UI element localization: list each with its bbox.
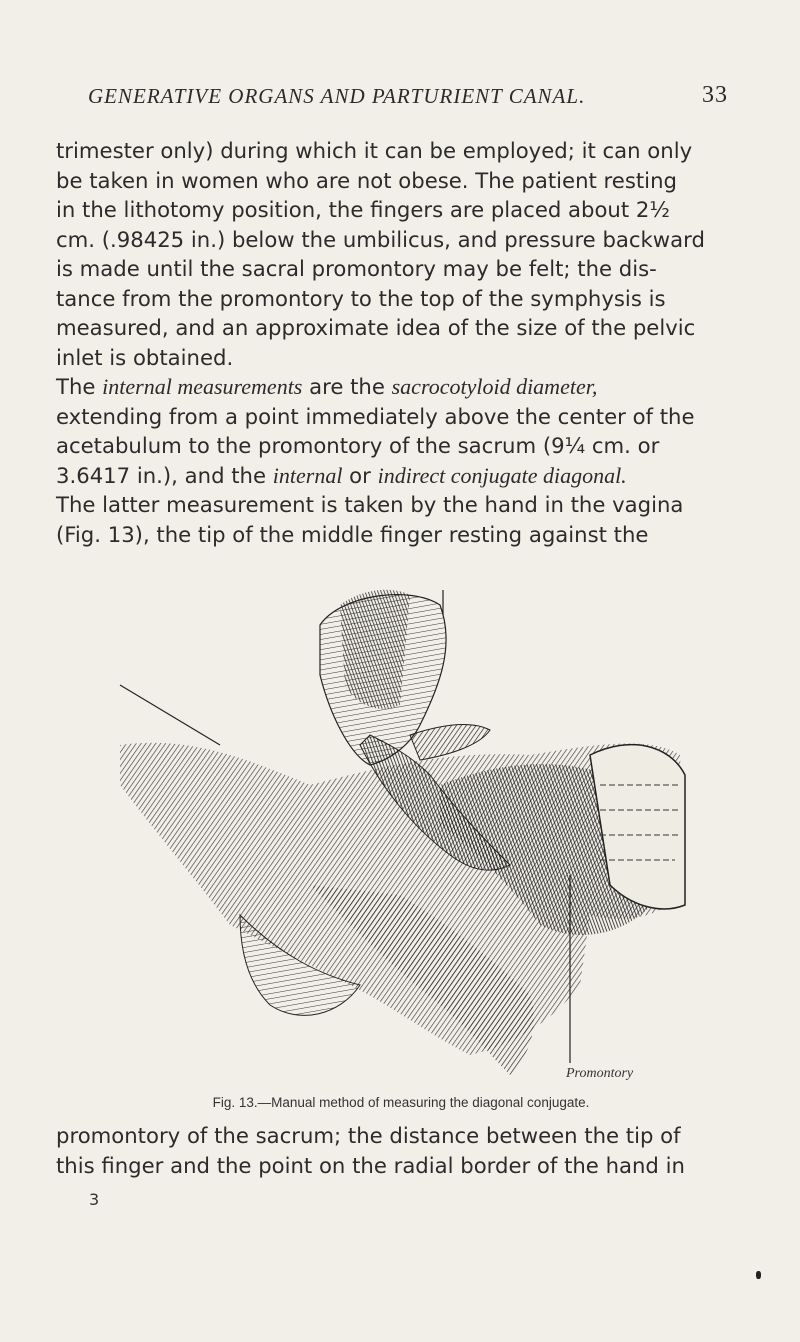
figure-illustration <box>110 585 690 1085</box>
signature-mark: 3 <box>89 1190 100 1209</box>
paragraph-2 <box>56 372 732 549</box>
paragraph-3 <box>56 1121 732 1180</box>
text-line: extending from a point immediately above the center of the <box>56 403 695 429</box>
text-run: The <box>56 374 103 399</box>
italic-term: sacrocotyloid diameter, <box>391 374 598 399</box>
text-line <box>56 372 732 402</box>
text-line: (Fig. 13), the tip of the middle finger resting against the <box>56 521 649 547</box>
text-line: is made until the sacral promontory may be felt; the dis- <box>56 256 657 281</box>
running-head <box>88 84 728 109</box>
italic-term: internal <box>272 462 343 488</box>
text-run: or <box>342 462 378 488</box>
text-line: cm. (.98425 in.) below the umbilicus, and pressure backward <box>56 226 705 252</box>
text-line: be taken in women who are not obese. The patient resting <box>56 167 677 193</box>
text-line: this finger and the point on the radial border of the hand in <box>56 1152 685 1178</box>
ink-spot <box>756 1271 761 1279</box>
paragraph-1 <box>56 136 732 372</box>
italic-term: indirect conjugate diagonal. <box>377 462 627 488</box>
text-line: tance from the promontory to the top of the symphysis is <box>56 285 666 311</box>
italic-term: internal measurements <box>102 374 303 399</box>
text-line: promontory of the sacrum; the distance between the tip of <box>56 1123 681 1148</box>
hand-pelvis-engraving <box>110 585 690 1085</box>
text-run: 3.6417 in.), and the <box>56 462 273 488</box>
text-run: are the <box>302 374 392 399</box>
promontory-label: Promontory <box>566 1066 634 1081</box>
text-line: in the lithotomy position, the fingers are placed about 2½ <box>56 197 670 222</box>
text-line: trimester only) during which it can be employed; it can only <box>56 138 693 163</box>
text-line: The latter measurement is taken by the hand in the vagina <box>56 492 684 517</box>
text-line <box>56 461 732 491</box>
figure-caption: Fig. 13.—Manual method of measuring the diagonal conjugate. <box>212 1095 590 1110</box>
text-line: inlet is obtained. <box>56 344 234 370</box>
running-head-title: GENERATIVE ORGANS AND PARTURIENT CANAL. <box>88 84 586 108</box>
text-line: measured, and an approximate idea of the size of the pelvic <box>56 315 696 340</box>
page-number: 33 <box>702 82 728 108</box>
text-line: acetabulum to the promontory of the sacrum (9¼ cm. or <box>56 433 660 458</box>
